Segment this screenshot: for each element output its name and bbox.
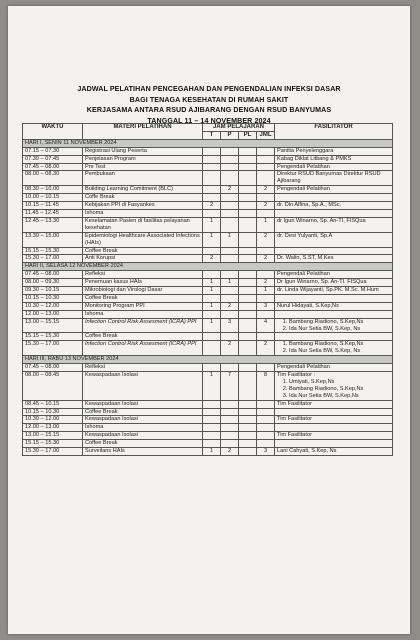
hours-pl-cell (239, 440, 257, 448)
facilitator-cell (275, 279, 393, 287)
facilitator-cell (275, 408, 393, 416)
hours-jml-cell (257, 194, 275, 202)
hours-jml-cell (257, 364, 275, 372)
hours-t-cell (203, 194, 221, 202)
facilitator-cell (275, 310, 393, 318)
hours-p-cell (221, 163, 239, 171)
table-row (23, 432, 393, 440)
facilitator-cell (275, 163, 393, 171)
hours-jml-cell (257, 400, 275, 408)
topic-cell: Penemuan kasus HAIs (83, 279, 203, 287)
topic-cell: Keselamatan Pasien di fasilitas pelayanan kesehatan (83, 217, 203, 232)
facilitator-text: Dr Igun Winarno, Sp. An-TI. FISQua (277, 279, 367, 286)
topic-cell: Refleksi (83, 364, 203, 372)
hours-t-cell (203, 155, 221, 163)
time-cell: 12.00 – 13.00 (23, 310, 83, 318)
facilitator-list-item: 2. Bambang Riadiono, S.Kep,Ns (289, 386, 390, 393)
hours-pl-cell (239, 333, 257, 341)
time-cell: 13.00 – 15.15 (23, 318, 83, 333)
hours-pl-cell (239, 279, 257, 287)
hours-t-cell (203, 416, 221, 424)
table-row (23, 440, 393, 448)
facilitator-list-item: 1. Bambang Riadiono, S.Kep,Ns (289, 341, 390, 348)
time-cell: 07.45 – 08.00 (23, 364, 83, 372)
table-row (23, 302, 393, 310)
title-line-1: JADWAL PELATIHAN PENCEGAHAN DAN PENGENDALIAN INFEKSI DASAR (77, 85, 341, 93)
hours-pl-cell (239, 217, 257, 232)
facilitator-cell (275, 232, 393, 247)
topic-cell: Kewaspadaan Isolasi (83, 400, 203, 408)
facilitator-list (277, 341, 390, 355)
table-row (23, 271, 393, 279)
time-cell: 07.30 – 07.45 (23, 155, 83, 163)
hours-jml-cell (257, 416, 275, 424)
hours-pl-cell (239, 424, 257, 432)
table-row (23, 217, 393, 232)
facilitator-cell (275, 147, 393, 155)
time-cell: 15.30 – 17.00 (23, 341, 83, 356)
hours-pl-cell (239, 209, 257, 217)
hours-jml-cell (257, 432, 275, 440)
title-line-2: BAGI TENAGA KESEHATAN DI RUMAH SAKIT (129, 95, 289, 104)
topic-cell: Coffee Break (83, 247, 203, 255)
hours-pl-cell (239, 400, 257, 408)
topic-cell: Building Learning Comitment (BLC) (83, 186, 203, 194)
facilitator-cell (275, 217, 393, 232)
time-cell: 12.00 – 13.00 (23, 424, 83, 432)
table-row (23, 247, 393, 255)
hours-t-cell (203, 186, 221, 194)
hours-p-cell (221, 364, 239, 372)
time-cell: 07.45 – 08.00 (23, 271, 83, 279)
hours-p-cell (221, 255, 239, 263)
table-row (23, 232, 393, 247)
table-row (23, 171, 393, 186)
hours-p-cell: 2 (221, 302, 239, 310)
hours-t-cell (203, 171, 221, 186)
column-header-p: P (221, 131, 239, 139)
facilitator-cell (275, 294, 393, 302)
day-header-row (23, 356, 393, 364)
table-row (23, 372, 393, 401)
hours-t-cell (203, 209, 221, 217)
table-row (23, 186, 393, 194)
facilitator-cell (275, 302, 393, 310)
facilitator-list-item: 1. Bambang Riadiono, S.Kep,Ns (289, 319, 390, 326)
topic-cell: Monitoring Program PPI (83, 302, 203, 310)
hours-t-cell (203, 163, 221, 171)
topic-cell: Mikrobiologi dan Virologi Dasar (83, 287, 203, 295)
hours-t-cell: 2 (203, 255, 221, 263)
table-row (23, 147, 393, 155)
facilitator-cell (275, 171, 393, 186)
facilitator-list-item: 3. Ida Nur Setia BW, S.Kep,Ns (289, 393, 390, 400)
table-row (23, 310, 393, 318)
hours-p-cell (221, 408, 239, 416)
hours-jml-cell: 8 (257, 372, 275, 401)
table-row (23, 202, 393, 210)
hours-t-cell (203, 400, 221, 408)
hours-pl-cell (239, 294, 257, 302)
hours-jml-cell: 2 (257, 186, 275, 194)
hours-pl-cell (239, 255, 257, 263)
hours-t-cell: 1 (203, 318, 221, 333)
hours-pl-cell (239, 364, 257, 372)
hours-jml-cell (257, 294, 275, 302)
time-cell: 15.30 – 17.00 (23, 255, 83, 263)
hours-pl-cell (239, 271, 257, 279)
hours-p-cell: 3 (221, 318, 239, 333)
facilitator-cell (275, 247, 393, 255)
hours-t-cell (203, 310, 221, 318)
facilitator-cell (275, 364, 393, 372)
table-row (23, 287, 393, 295)
hours-pl-cell (239, 155, 257, 163)
topic-cell: Epidemiologi Healthcare Associated Infections (HAIs) (83, 232, 203, 247)
hours-jml-cell (257, 171, 275, 186)
hours-p-cell (221, 310, 239, 318)
hours-jml-cell: 2 (257, 232, 275, 247)
hours-t-cell: 1 (203, 448, 221, 456)
topic-cell: Ishoma (83, 310, 203, 318)
facilitator-cell (275, 400, 393, 408)
time-cell: 15.15 – 15.30 (23, 333, 83, 341)
table-row (23, 408, 393, 416)
topic-cell: Kewaspadaan Isolasi (83, 372, 203, 401)
hours-jml-cell (257, 247, 275, 255)
schedule-body (23, 139, 393, 455)
hours-p-cell (221, 440, 239, 448)
facilitator-text: Lani Cahyati, S.Kep, Ns (277, 448, 337, 455)
day-title: HARI III, RABU 13 NOVEMBER 2024 (23, 356, 393, 364)
facilitator-text: Tim Fasilitator (277, 432, 312, 439)
topic-cell: Pembukaan (83, 171, 203, 186)
hours-pl-cell (239, 202, 257, 210)
hours-pl-cell (239, 416, 257, 424)
facilitator-text: Panitia Penyelenggara (277, 147, 334, 154)
facilitator-text: Nurul Hidayati, S.Kep,Ns (277, 302, 339, 309)
hours-t-cell: 2 (203, 202, 221, 210)
hours-p-cell (221, 287, 239, 295)
column-header-jml: JML (257, 131, 275, 139)
facilitator-cell (275, 186, 393, 194)
facilitator-cell (275, 255, 393, 263)
facilitator-text: dr. Din Alfina, Sp.A., MSc. (277, 202, 342, 209)
facilitator-list-item: 2. Ida Nur Setia BW, S.Kep, Ns (289, 348, 390, 355)
facilitator-cell (275, 318, 393, 333)
hours-jml-cell: 2 (257, 341, 275, 356)
hours-t-cell: 1 (203, 287, 221, 295)
table-row (23, 163, 393, 171)
hours-p-cell (221, 147, 239, 155)
table-row (23, 424, 393, 432)
topic-cell: Registrasi Ulang Peserta (83, 147, 203, 155)
day-header-row (23, 263, 393, 271)
time-cell: 07.15 – 07.30 (23, 147, 83, 155)
table-row (23, 416, 393, 424)
table-row (23, 194, 393, 202)
hours-p-cell (221, 432, 239, 440)
day-header-row (23, 139, 393, 147)
hours-jml-cell (257, 155, 275, 163)
schedule-table (22, 123, 393, 456)
hours-pl-cell (239, 194, 257, 202)
hours-jml-cell: 2 (257, 279, 275, 287)
day-title: HARI I, SENIN 11 NOVEMBER 2024 (23, 139, 393, 147)
time-cell: 12.45 – 13.30 (23, 217, 83, 232)
hours-pl-cell (239, 247, 257, 255)
topic-cell: Coffee Break (83, 294, 203, 302)
hours-jml-cell (257, 271, 275, 279)
table-row (23, 341, 393, 356)
hours-p-cell (221, 217, 239, 232)
time-cell: 10.15 – 11.45 (23, 202, 83, 210)
column-header-waktu: WAKTU (23, 124, 83, 140)
hours-p-cell (221, 333, 239, 341)
facilitator-text: Tim Fasilitator (277, 416, 312, 423)
facilitator-text: Tim Fasilitator : (277, 372, 316, 378)
hours-p-cell (221, 171, 239, 186)
time-cell: 09.30 – 10.15 (23, 287, 83, 295)
hours-jml-cell: 1 (257, 217, 275, 232)
facilitator-cell (275, 372, 393, 401)
facilitator-list-item: 1. Umiyati, S.Kep,Ns (289, 379, 390, 386)
time-cell: 10.30 – 12.00 (23, 416, 83, 424)
hours-jml-cell (257, 333, 275, 341)
facilitator-cell (275, 287, 393, 295)
day-title: HARI II, SELASA 12 NOVEMBER 2024 (23, 263, 393, 271)
topic-cell: Coffee Break (83, 408, 203, 416)
hours-p-cell: 2 (221, 448, 239, 456)
facilitator-cell (275, 424, 393, 432)
hours-p-cell (221, 424, 239, 432)
facilitator-cell (275, 432, 393, 440)
facilitator-text: Pengendali Pelatihan (277, 163, 330, 170)
hours-pl-cell (239, 302, 257, 310)
topic-cell: Kewaspadaan Isolasi (83, 416, 203, 424)
facilitator-cell (275, 341, 393, 356)
hours-p-cell: 1 (221, 232, 239, 247)
hours-jml-cell: 4 (257, 318, 275, 333)
table-row (23, 333, 393, 341)
facilitator-cell (275, 209, 393, 217)
topic-cell: Ishoma (83, 209, 203, 217)
hours-t-cell: 1 (203, 217, 221, 232)
hours-t-cell (203, 333, 221, 341)
facilitator-list (277, 379, 390, 400)
hours-pl-cell (239, 232, 257, 247)
hours-p-cell (221, 209, 239, 217)
topic-cell: Coffee Break (83, 440, 203, 448)
hours-pl-cell (239, 171, 257, 186)
hours-p-cell (221, 400, 239, 408)
hours-pl-cell (239, 341, 257, 356)
hours-pl-cell (239, 147, 257, 155)
topic-cell: Infection Control Risk Assesment (ICRA) PPI (83, 341, 203, 356)
facilitator-text: Pengendali Pelatihan (277, 186, 330, 193)
facilitator-text: Direktur RSUD Banyumas Direktur RSUD Ajibarang (277, 171, 381, 185)
hours-jml-cell (257, 408, 275, 416)
hours-pl-cell (239, 310, 257, 318)
hours-pl-cell (239, 432, 257, 440)
facilitator-text: dr Igun Winarno, Sp. An-TI, FISQua (277, 217, 366, 224)
hours-jml-cell (257, 440, 275, 448)
hours-p-cell: 7 (221, 372, 239, 401)
time-cell: 08.45 – 10.15 (23, 400, 83, 408)
hours-jml-cell: 3 (257, 302, 275, 310)
hours-p-cell: 2 (221, 341, 239, 356)
topic-cell: Coffee Break (83, 333, 203, 341)
hours-jml-cell (257, 147, 275, 155)
time-cell: 10.15 – 10.30 (23, 294, 83, 302)
topic-cell: Refleksi (83, 271, 203, 279)
table-row (23, 294, 393, 302)
time-cell: 10.30 – 12.00 (23, 302, 83, 310)
hours-p-cell (221, 416, 239, 424)
hours-t-cell (203, 440, 221, 448)
hours-jml-cell: 2 (257, 202, 275, 210)
topic-cell: Coffe Break (83, 194, 203, 202)
topic-cell: Pre Test (83, 163, 203, 171)
hours-pl-cell (239, 287, 257, 295)
hours-pl-cell (239, 186, 257, 194)
hours-pl-cell (239, 318, 257, 333)
table-row (23, 255, 393, 263)
column-header-materi: MATERI PELATIHAN (83, 124, 203, 140)
time-cell: 10.00 – 10.15 (23, 194, 83, 202)
table-header-row (23, 124, 393, 132)
hours-jml-cell: 1 (257, 287, 275, 295)
time-cell: 15.30 – 17.00 (23, 448, 83, 456)
hours-jml-cell: 2 (257, 255, 275, 263)
title-line-3: KERJASAMA ANTARA RSUD AJIBARANG DENGAN RSUD BANYUMAS (86, 106, 332, 115)
time-cell: 11.45 – 12.45 (23, 209, 83, 217)
facilitator-list (277, 319, 390, 333)
table-row (23, 209, 393, 217)
column-header-fasilitator: FASILITATOR (275, 124, 393, 140)
column-header-pl: PL (239, 131, 257, 139)
hours-t-cell: 1 (203, 302, 221, 310)
facilitator-cell (275, 155, 393, 163)
time-cell: 08.00 – 09.30 (23, 279, 83, 287)
facilitator-cell (275, 333, 393, 341)
title-line-4: TANGGAL 11 – 14 NOVEMBER 2024 (147, 116, 271, 125)
hours-jml-cell (257, 310, 275, 318)
time-cell: 13.30 – 15.00 (23, 232, 83, 247)
time-cell: 15.15 – 15.30 (23, 247, 83, 255)
hours-t-cell (203, 247, 221, 255)
hours-pl-cell (239, 408, 257, 416)
hours-p-cell (221, 202, 239, 210)
facilitator-cell (275, 202, 393, 210)
facilitator-cell (275, 416, 393, 424)
hours-t-cell (203, 147, 221, 155)
column-header-jam: JAM PELAJARAN (203, 124, 275, 132)
topic-cell: Penjelasan Program (83, 155, 203, 163)
time-cell: 15.15 – 15.30 (23, 440, 83, 448)
hours-t-cell: 1 (203, 372, 221, 401)
facilitator-cell (275, 271, 393, 279)
hours-jml-cell: 3 (257, 448, 275, 456)
hours-pl-cell (239, 372, 257, 401)
hours-p-cell (221, 194, 239, 202)
hours-t-cell (203, 294, 221, 302)
column-header-t: T (203, 131, 221, 139)
topic-cell: Ishoma (83, 424, 203, 432)
facilitator-text: dr. Desi Yulyanti, Sp.A (277, 232, 333, 239)
hours-t-cell (203, 271, 221, 279)
topic-cell: Kewaspadaan Isolasi (83, 432, 203, 440)
hours-t-cell: 1 (203, 232, 221, 247)
time-cell: 13.00 – 15.15 (23, 432, 83, 440)
facilitator-cell (275, 440, 393, 448)
hours-jml-cell (257, 424, 275, 432)
hours-p-cell (221, 271, 239, 279)
facilitator-text: Pengendali Pelatihan (277, 364, 330, 371)
topic-cell: Infection Control Risk Assesment (ICRA) PPI (83, 318, 203, 333)
facilitator-text: Dr. Walin, S.ST, M.Kes (277, 255, 334, 262)
facilitator-list-item: 2. Ida Nur Setia BW, S.Kep, Ns (289, 326, 390, 333)
table-row (23, 279, 393, 287)
document-header (8, 84, 410, 126)
time-cell: 10.15 – 10.30 (23, 408, 83, 416)
table-row (23, 364, 393, 372)
topic-cell: Surveilans HAIs (83, 448, 203, 456)
hours-p-cell (221, 247, 239, 255)
table-row (23, 318, 393, 333)
hours-jml-cell (257, 163, 275, 171)
hours-p-cell: 1 (221, 279, 239, 287)
hours-t-cell: 1 (203, 279, 221, 287)
topic-cell: Anti Korupsi (83, 255, 203, 263)
facilitator-cell (275, 448, 393, 456)
hours-t-cell (203, 364, 221, 372)
facilitator-text: Tim Fasilitator (277, 400, 312, 407)
hours-t-cell (203, 341, 221, 356)
hours-p-cell: 2 (221, 186, 239, 194)
hours-p-cell (221, 294, 239, 302)
facilitator-text: dr. Linda Wijayanti, Sp.PK. M.Sc. M.Hum (277, 287, 379, 294)
hours-p-cell (221, 155, 239, 163)
hours-t-cell (203, 432, 221, 440)
table-row (23, 155, 393, 163)
facilitator-text: Pengendali Pelatihan (277, 271, 330, 278)
table-row (23, 448, 393, 456)
topic-cell: Kebijakan PPI di Fasyankes (83, 202, 203, 210)
time-cell: 08.00 – 08.30 (23, 171, 83, 186)
table-row (23, 400, 393, 408)
time-cell: 08.00 – 08.45 (23, 372, 83, 401)
hours-t-cell (203, 408, 221, 416)
hours-pl-cell (239, 163, 257, 171)
hours-jml-cell (257, 209, 275, 217)
facilitator-text: Kabag Diklat Litbang & PMKS (277, 155, 352, 162)
time-cell: 08.30 – 10.00 (23, 186, 83, 194)
hours-pl-cell (239, 448, 257, 456)
time-cell: 07.45 – 08.00 (23, 163, 83, 171)
facilitator-cell (275, 194, 393, 202)
hours-t-cell (203, 424, 221, 432)
